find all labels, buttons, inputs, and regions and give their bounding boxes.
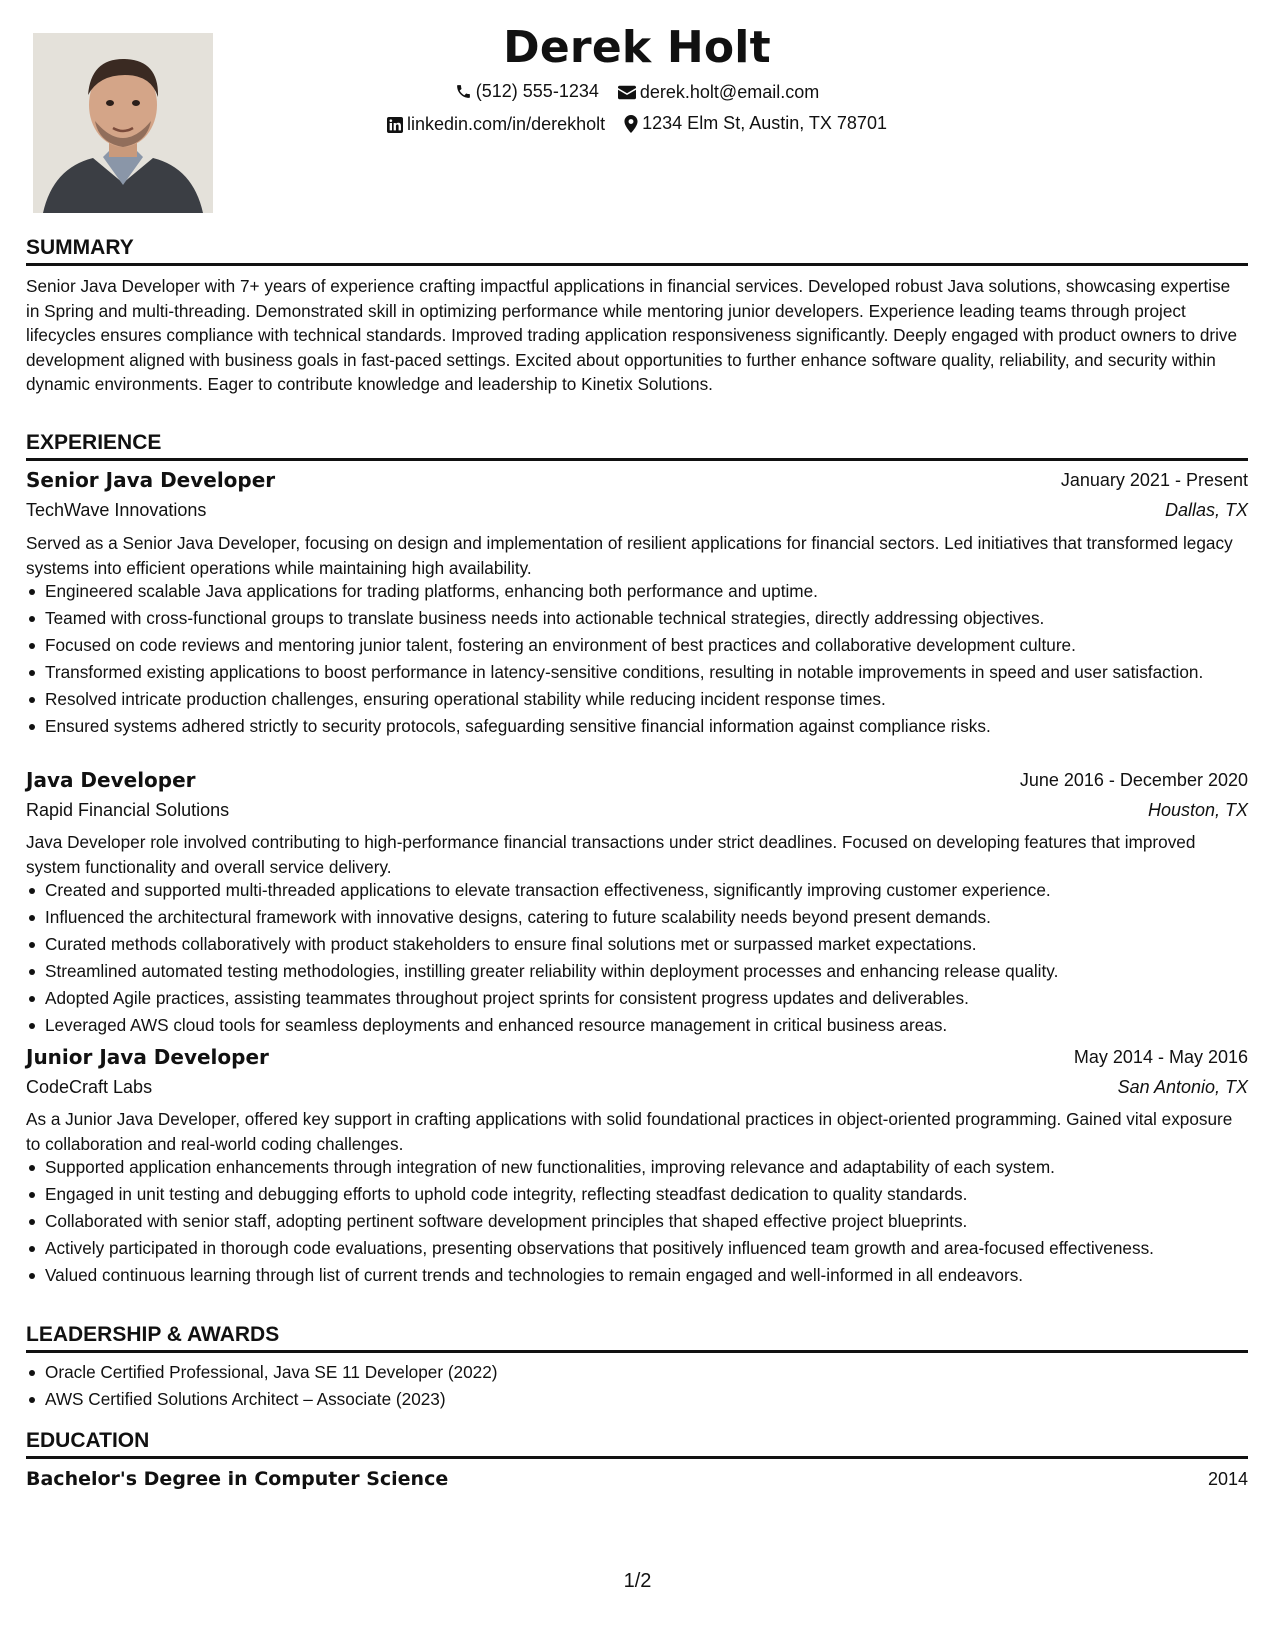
contact-address <box>624 113 887 134</box>
list-item: Streamlined automated testing methodologies, instilling greater reliability within deployment processes and enhancing release quality. <box>45 959 1267 984</box>
leadership-heading: LEADERSHIP & AWARDS <box>26 1323 1248 1353</box>
email-text: derek.holt@email.com <box>639 82 820 102</box>
job-title: Java Developer <box>26 768 196 792</box>
job-dates: January 2021 - Present <box>1060 470 1248 490</box>
linkedin-text: linkedin.com/in/derekholt <box>407 114 606 134</box>
phone-icon <box>455 83 472 100</box>
job-company: Rapid Financial Solutions <box>26 800 230 820</box>
list-item: Collaborated with senior staff, adopting pertinent software development principles that shaped effective project blueprints. <box>45 1209 1267 1234</box>
phone-text: (512) 555-1234 <box>475 81 599 101</box>
list-item: Valued continuous learning through list of current trends and technologies to remain engaged and well-informed in all endeavors. <box>45 1263 1267 1288</box>
leadership-list <box>26 1360 1267 1414</box>
contact-line-2 <box>26 113 1248 138</box>
education-degree: Bachelor's Degree in Computer Science <box>26 1468 449 1490</box>
job-location: Dallas, TX <box>1164 500 1248 520</box>
job-bullets <box>26 1155 1267 1290</box>
job-company: CodeCraft Labs <box>26 1077 153 1097</box>
list-item: Engaged in unit testing and debugging efforts to uphold code integrity, reflecting steadfast dedication to quality standards. <box>45 1182 1267 1207</box>
job-dates: May 2014 - May 2016 <box>1073 1047 1248 1067</box>
list-item: Adopted Agile practices, assisting teammates throughout project sprints for consistent progress updates and deliverables. <box>45 986 1267 1011</box>
contact-email[interactable] <box>618 82 819 103</box>
job-location: Houston, TX <box>1147 800 1248 820</box>
list-item: AWS Certified Solutions Architect – Associate (2023) <box>45 1387 1267 1412</box>
address-text: 1234 Elm St, Austin, TX 78701 <box>642 113 887 133</box>
job-title: Junior Java Developer <box>26 1045 269 1069</box>
contact-line-1 <box>26 81 1248 105</box>
page-number: 1/2 <box>623 1570 652 1592</box>
job-bullets <box>26 579 1267 741</box>
list-item: Resolved intricate production challenges, ensuring operational stability while reducing incident response times. <box>45 687 1267 712</box>
experience-heading: EXPERIENCE <box>26 431 1248 461</box>
list-item: Influenced the architectural framework with innovative designs, catering to future scalability needs beyond present demands. <box>45 905 1267 930</box>
job-description: As a Junior Java Developer, offered key support in crafting applications with solid foundational practices in object-oriented programming. Gained vital exposure to collaboration and real-world coding challenges. <box>26 1109 1233 1154</box>
contact-linkedin[interactable] <box>387 114 605 135</box>
job-description: Served as a Senior Java Developer, focusing on design and implementation of resilient applications for financial sectors. Led initiatives that transformed legacy systems into efficient operations while maintaining high availability. <box>26 533 1233 578</box>
list-item: Teamed with cross-functional groups to translate business needs into actionable technical strategies, directly addressing objectives. <box>45 606 1267 631</box>
list-item: Oracle Certified Professional, Java SE 11 Developer (2022) <box>45 1360 1267 1385</box>
list-item: Curated methods collaboratively with product stakeholders to ensure final solutions met or surpassed market expectations. <box>45 932 1267 957</box>
job-dates: June 2016 - December 2020 <box>1019 770 1248 790</box>
summary-heading: SUMMARY <box>26 236 1248 266</box>
job-title: Senior Java Developer <box>26 468 276 492</box>
list-item: Transformed existing applications to boost performance in latency-sensitive conditions, resulting in notable improvements in speed and user satisfaction. <box>45 660 1267 685</box>
education-heading: EDUCATION <box>26 1429 1248 1459</box>
candidate-name: Derek Holt <box>503 22 771 73</box>
list-item: Supported application enhancements through integration of new functionalities, improving relevance and adaptability of each system. <box>45 1155 1267 1180</box>
list-item: Engineered scalable Java applications for trading platforms, enhancing both performance and uptime. <box>45 579 1267 604</box>
job-company: TechWave Innovations <box>26 500 207 520</box>
linkedin-icon <box>387 117 403 133</box>
map-pin-icon <box>624 115 638 133</box>
summary-text: Senior Java Developer with 7+ years of experience crafting impactful applications in financial services. Developed robust Java solutions, showcasing expertise in Spring and multi-threading. Demonstrated skill in optimizing performance while mentoring junior developers. Experience leading teams through project lifecycles ensures compliance with technical standards. Improved trading application responsiveness significantly. Deeply engaged with product owners to drive development aligned with business goals in fast-paced settings. Excited about opportunities to further enhance software quality, reliability, and security within dynamic environments. Eager to contribute knowledge and leadership to Kinetix Solutions. <box>26 276 1238 394</box>
contact-phone[interactable] <box>455 81 599 102</box>
education-year: 2014 <box>1207 1469 1248 1489</box>
job-description: Java Developer role involved contributing to high-performance financial transactions under strict deadlines. Focused on developing features that improved system functionality and overall service delivery. <box>26 832 1196 877</box>
list-item: Actively participated in thorough code evaluations, presenting observations that positively influenced team growth and area-focused effectiveness. <box>45 1236 1267 1261</box>
list-item: Ensured systems adhered strictly to security protocols, safeguarding sensitive financial information against compliance risks. <box>45 714 1267 739</box>
list-item: Leveraged AWS cloud tools for seamless deployments and enhanced resource management in critical business areas. <box>45 1013 1267 1038</box>
job-location: San Antonio, TX <box>1117 1077 1248 1097</box>
envelope-icon <box>618 85 636 100</box>
list-item: Focused on code reviews and mentoring junior talent, fostering an environment of best practices and collaborative development culture. <box>45 633 1267 658</box>
job-bullets <box>26 878 1267 1040</box>
list-item: Created and supported multi-threaded applications to elevate transaction effectiveness, significantly improving customer experience. <box>45 878 1267 903</box>
